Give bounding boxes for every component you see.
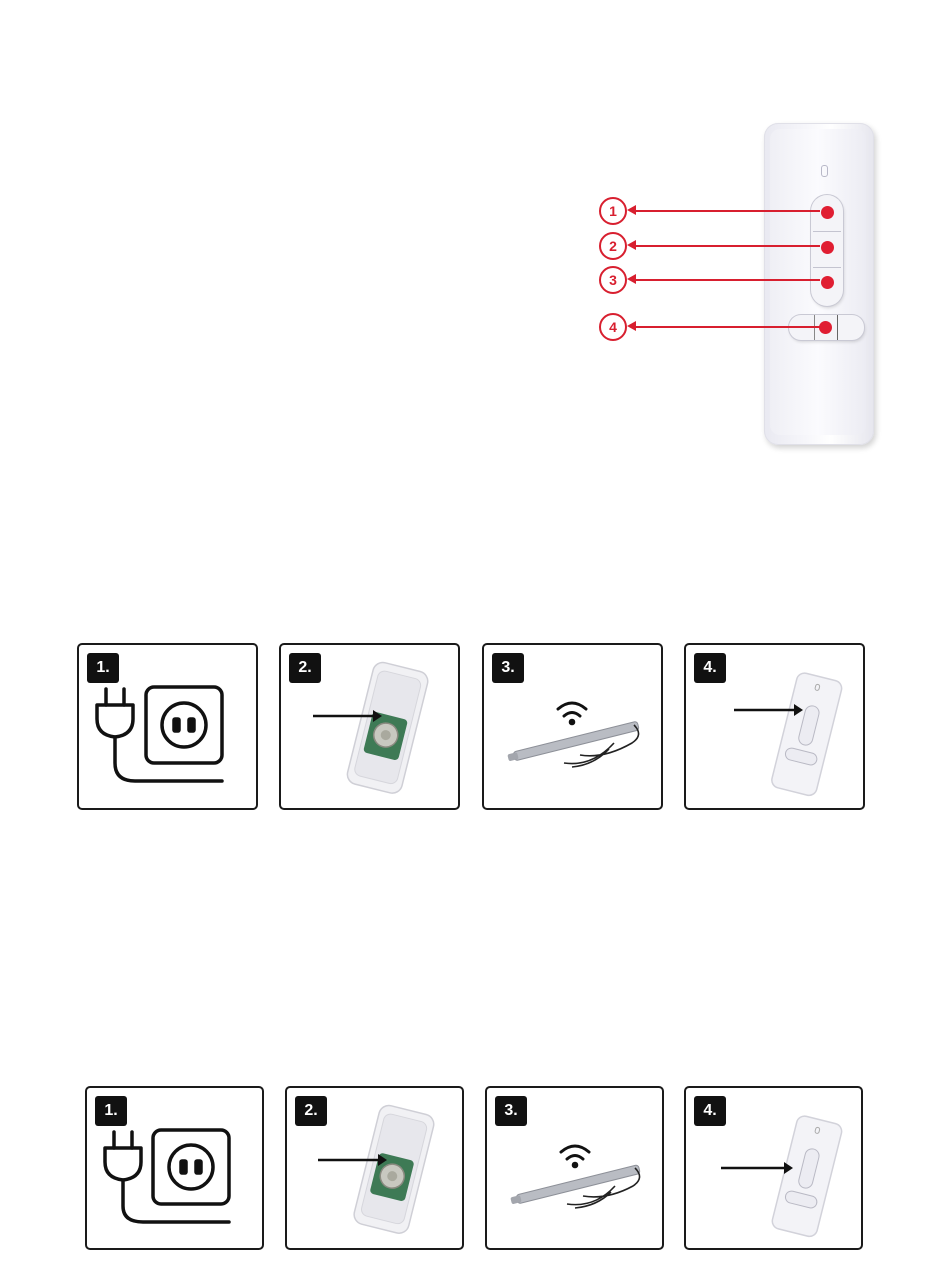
step-card-1 [77,643,258,810]
callout-2: 2 [599,232,627,260]
remote-button-middle [814,315,838,340]
step-badge: 4. [694,653,726,683]
callout-line-4 [632,326,820,328]
callout-line-2 [632,245,820,247]
callout-4: 4 [599,313,627,341]
plug-socket-icon [87,1088,264,1250]
remote-button-1 [821,206,834,219]
step-card-4 [684,643,865,810]
button-divider [813,267,841,268]
step-card-2 [279,643,460,810]
remote-button-row [789,315,864,340]
remote-button-2 [821,241,834,254]
step-badge: 2. [289,653,321,683]
callout-line-3 [632,279,820,281]
remote-control-icon [764,123,874,445]
remote-press-icon [686,1088,863,1250]
callout-1: 1 [599,197,627,225]
button-divider [813,231,841,232]
actuator-wireless-icon [487,1088,664,1250]
remote-button-4 [819,321,832,334]
remote-button-column [811,195,843,306]
step-card-3 [485,1086,664,1250]
callout-line-1 [632,210,820,212]
step-card-1 [85,1086,264,1250]
plug-socket-icon [79,645,258,810]
step-badge: 2. [295,1096,327,1126]
step-card-2 [285,1086,464,1250]
step-badge: 3. [495,1096,527,1126]
step-card-3 [482,643,663,810]
actuator-wireless-icon [484,645,663,810]
remote-press-icon [686,645,865,810]
step-badge: 1. [87,653,119,683]
callout-3: 3 [599,266,627,294]
battery-compartment-icon [281,645,460,810]
step-card-4 [684,1086,863,1250]
step-badge: 1. [95,1096,127,1126]
remote-button-3 [821,276,834,289]
step-badge: 4. [694,1096,726,1126]
battery-compartment-icon [287,1088,464,1250]
led-indicator-icon [821,165,828,177]
remote-body [770,129,866,435]
step-badge: 3. [492,653,524,683]
